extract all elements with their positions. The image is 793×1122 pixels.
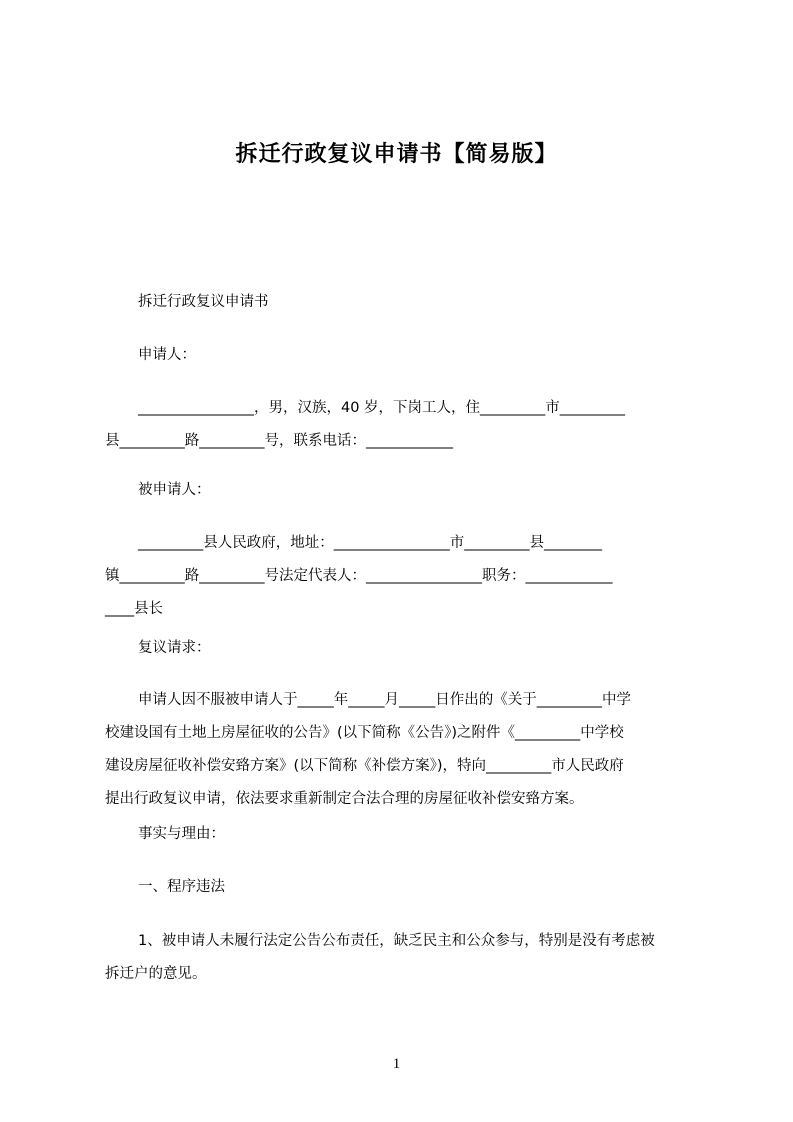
applicant-label: [105, 339, 703, 372]
facts-label: [105, 818, 703, 851]
item-1: [105, 925, 703, 991]
page-number: 1: [392, 1056, 401, 1072]
request-line-1: 申请人因不服被申请人于_____年_____月_____日作出的《关于_________中学: [138, 692, 631, 708]
facts-label-text: 事实与理由：: [138, 826, 225, 842]
section-1-heading-text: 一、程序违法: [138, 879, 225, 895]
respondent-label-text: 被申请人：: [138, 482, 211, 498]
respondent-info: [105, 527, 703, 626]
document-title: 拆迁行政复议申请书【简易版】: [235, 142, 558, 167]
applicant-line-2: 县_________路_________号，联系电话：____________: [105, 433, 453, 449]
applicant-line-1: ________________，男，汉族，40 岁，下岗工人，住_________市_________: [138, 400, 626, 416]
request-label: [105, 632, 703, 665]
respondent-line-1: _________县人民政府，地址：________________市_________县________: [138, 535, 602, 551]
item-1-line-1: 1、被申请人未履行法定公告公布责任，缺乏民主和公众参与，特别是没有考虑被: [138, 933, 655, 949]
item-1-line-2: 拆迁户的意见。: [105, 966, 207, 982]
body-heading-text: 拆迁行政复议申请书: [138, 294, 269, 310]
request-content: [105, 684, 703, 816]
request-label-text: 复议请求：: [138, 640, 211, 656]
request-line-4: 提出行政复议申请，依法要求重新制定合法合理的房屋征收补偿安臵方案。: [105, 791, 584, 807]
respondent-line-2: 镇_________路_________号法定代表人：________________职务：____________: [105, 568, 613, 584]
respondent-line-3: ____县长: [105, 601, 163, 617]
body-heading: [105, 286, 703, 319]
respondent-label: [105, 474, 703, 507]
section-1-heading: [105, 871, 703, 904]
request-line-3: 建设房屋征收补偿安臵方案》(以下简称《补偿方案》)，特向_________市人民政府: [105, 758, 624, 774]
request-line-2: 校建设国有土地上房屋征收的公告》(以下简称《公告》)之附件《_________中学校: [105, 725, 624, 741]
applicant-label-text: 申请人：: [138, 347, 196, 363]
applicant-info: [105, 392, 703, 458]
